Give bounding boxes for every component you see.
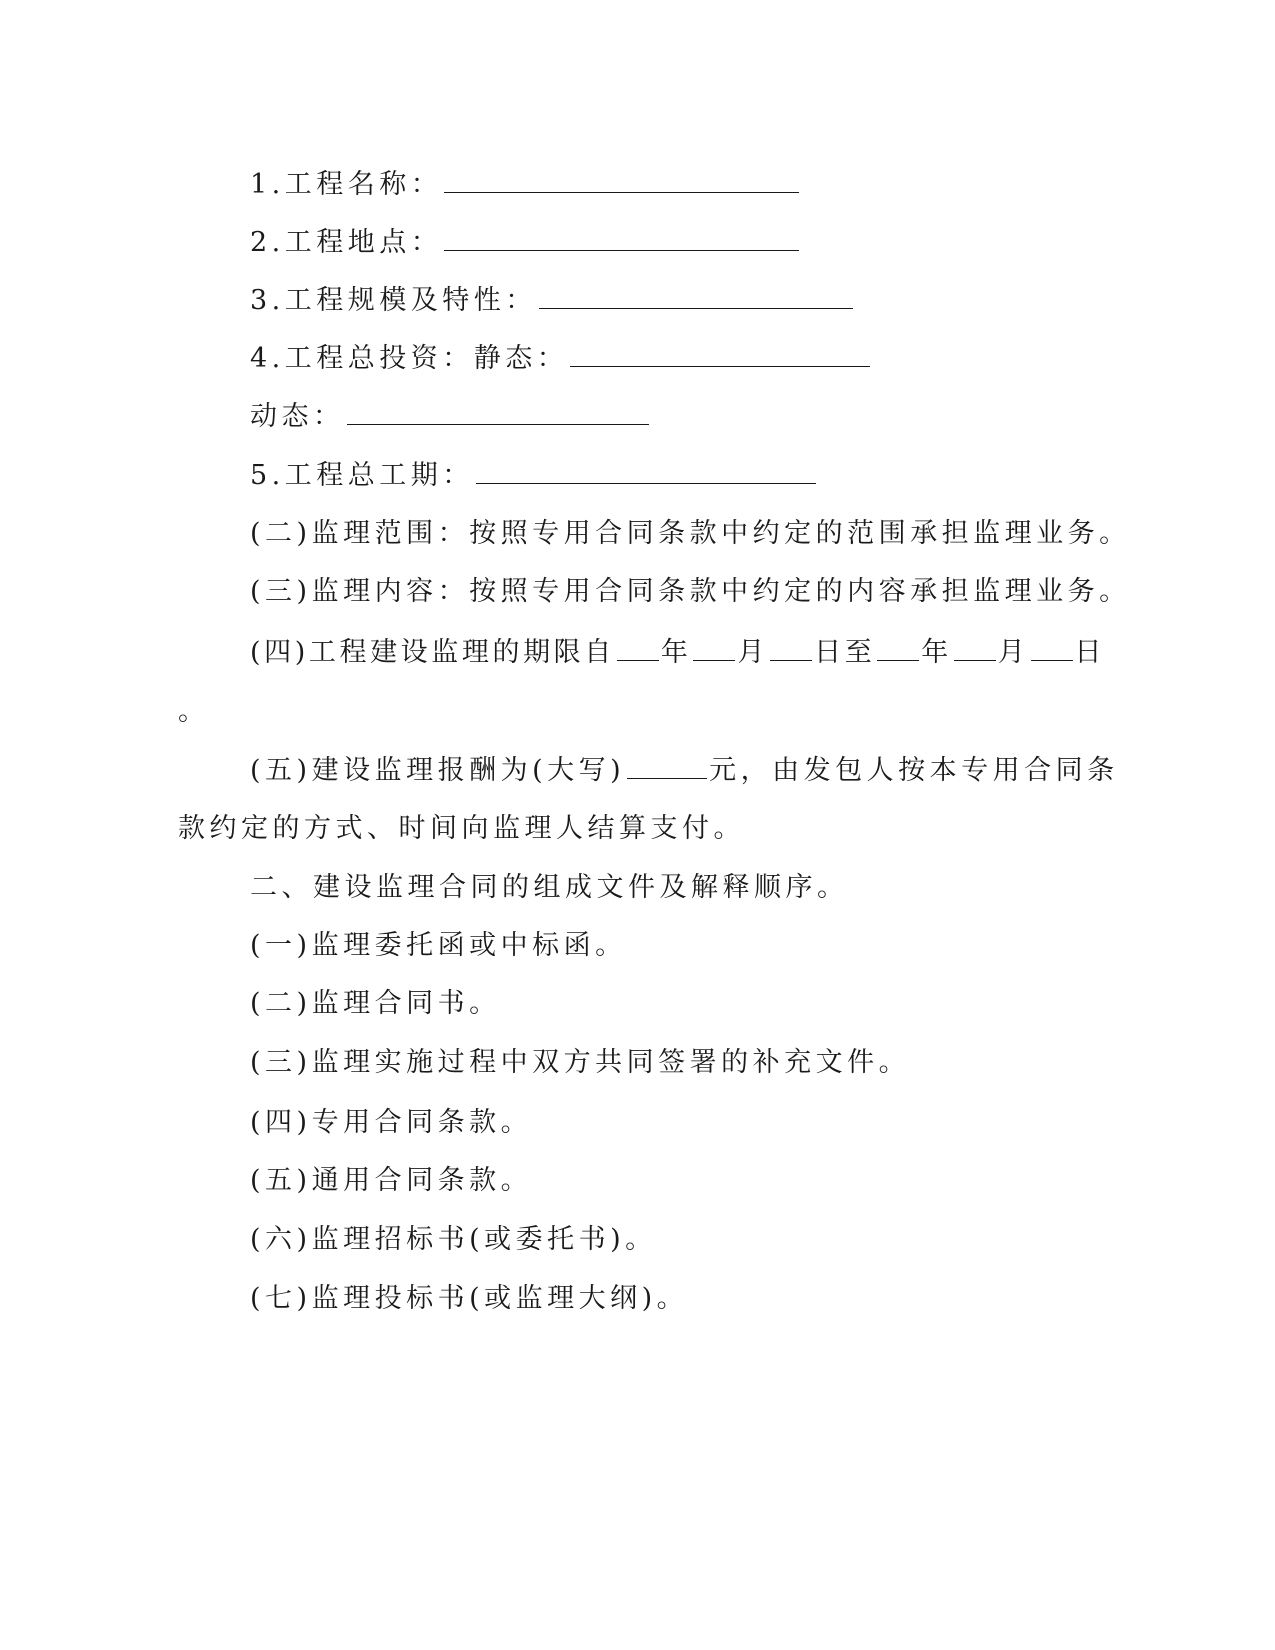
fee-suffix: 元，由发包人按本专用合同条	[709, 755, 1119, 786]
supervision-period-line	[250, 634, 1105, 671]
contract-doc-item-3: (三)监理实施过程中双方共同签署的补充文件。	[250, 1047, 911, 1078]
end-month-blank	[954, 634, 996, 661]
project-location-line	[250, 224, 801, 261]
contract-doc-item-1: (一)监理委托函或中标函。	[250, 930, 627, 961]
end-year-label: 年	[921, 637, 952, 668]
start-month-label: 月	[737, 637, 769, 668]
investment-dynamic-line	[250, 398, 651, 435]
end-day-blank	[1031, 634, 1073, 661]
project-duration-blank	[476, 457, 816, 484]
project-duration-label: 5.工程总工期：	[250, 460, 474, 491]
start-day-blank	[770, 634, 812, 661]
supervision-content-paragraph: (三)监理内容：按照专用合同条款中约定的内容承担监理业务。	[250, 576, 1131, 607]
investment-static-label: 4.工程总投资：静态：	[250, 343, 569, 374]
contract-doc-item-6: (六)监理招标书(或委托书)。	[250, 1224, 657, 1255]
section-heading-contract-docs: 二、建设监理合同的组成文件及解释顺序。	[250, 872, 849, 903]
end-day-label: 日	[1074, 637, 1106, 668]
start-year-blank	[617, 634, 659, 661]
project-duration-line	[250, 457, 818, 494]
end-year-blank	[877, 634, 919, 661]
project-scale-label: 3.工程规模及特性：	[250, 285, 537, 316]
investment-static-blank	[570, 340, 870, 367]
fee-prefix: (五)建设监理报酬为(大写)	[250, 755, 626, 786]
project-location-label: 2.工程地点：	[250, 227, 443, 258]
project-location-blank	[444, 224, 799, 251]
supervision-scope-paragraph: (二)监理范围：按照专用合同条款中约定的范围承担监理业务。	[250, 518, 1131, 549]
fee-continuation: 款约定的方式、时间向监理人结算支付。	[178, 813, 745, 844]
project-name-label: 1.工程名称：	[250, 169, 443, 200]
contract-doc-item-7: (七)监理投标书(或监理大纲)。	[250, 1283, 689, 1314]
project-scale-line	[250, 282, 855, 319]
contract-doc-item-4: (四)专用合同条款。	[250, 1107, 533, 1138]
start-day-label: 日至	[814, 637, 876, 668]
investment-dynamic-blank	[347, 398, 649, 425]
investment-static-line	[250, 340, 872, 377]
end-month-label: 月	[997, 637, 1029, 668]
fee-line	[250, 752, 1119, 789]
period-end-mark: 。	[178, 696, 210, 727]
start-month-blank	[693, 634, 735, 661]
fee-amount-blank	[627, 752, 707, 779]
contract-doc-item-2: (二)监理合同书。	[250, 988, 501, 1019]
project-name-line	[250, 166, 801, 203]
investment-dynamic-label: 动态：	[250, 401, 345, 432]
project-name-blank	[444, 166, 799, 193]
project-scale-blank	[539, 282, 853, 309]
contract-doc-item-5: (五)通用合同条款。	[250, 1165, 533, 1196]
start-year-label: 年	[660, 637, 692, 668]
period-prefix: (四)工程建设监理的期限自	[250, 637, 615, 668]
